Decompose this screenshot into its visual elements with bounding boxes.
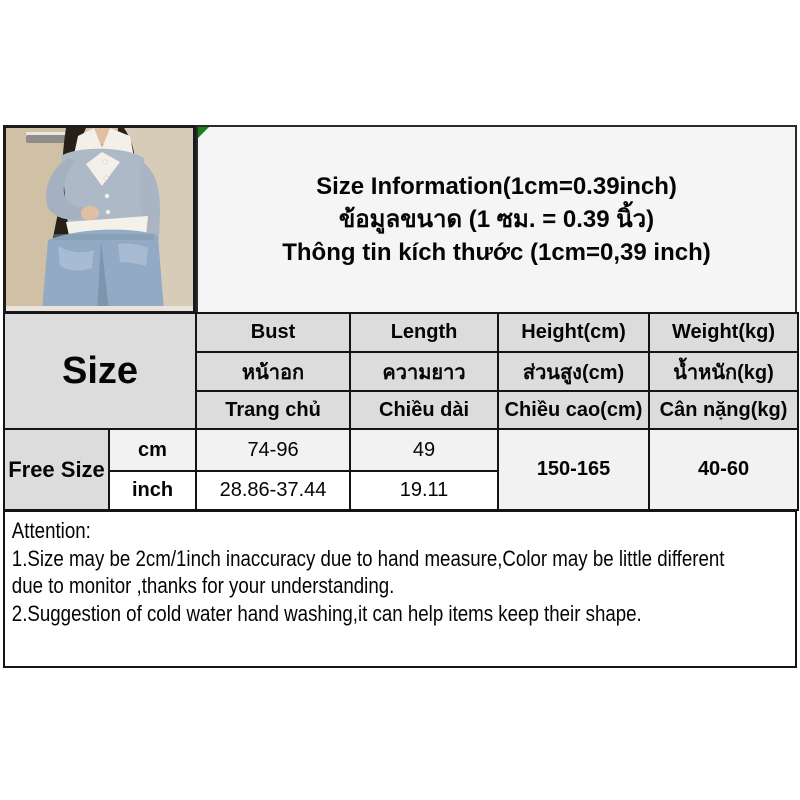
value-bust-cm: 74-96 bbox=[196, 429, 350, 471]
title-thai: ข้อมูลขนาด (1 ซม. = 0.39 นิ้ว) bbox=[338, 206, 655, 233]
product-photo bbox=[3, 125, 196, 314]
attention-heading: Attention: bbox=[11, 518, 91, 543]
attention-text bbox=[5, 512, 796, 627]
title-block bbox=[196, 125, 797, 314]
unit-cm: cm bbox=[109, 429, 196, 471]
header-length-en: Length bbox=[350, 313, 498, 352]
header-bust-vi: Trang chủ bbox=[196, 391, 350, 429]
title-english: Size Information(1cm=0.39inch) bbox=[316, 173, 677, 200]
corner-marker-triangle bbox=[198, 127, 209, 138]
header-length-vi: Chiều dài bbox=[350, 391, 498, 429]
header-length-th: ความยาว bbox=[350, 352, 498, 391]
header-bust-en: Bust bbox=[196, 313, 350, 352]
value-weight-range: 40-60 bbox=[649, 429, 798, 510]
attention-box bbox=[3, 510, 797, 668]
size-corner-cell: Size bbox=[4, 313, 196, 429]
value-bust-inch: 28.86-37.44 bbox=[196, 471, 350, 510]
wall-ledge-shape bbox=[26, 132, 68, 143]
header-height-vi: Chiều cao(cm) bbox=[498, 391, 649, 429]
header-height-th: ส่วนสูง(cm) bbox=[498, 352, 649, 391]
header-weight-en: Weight(kg) bbox=[649, 313, 798, 352]
unit-inch: inch bbox=[109, 471, 196, 510]
header-weight-th: น้ำหนัก(kg) bbox=[649, 352, 798, 391]
header-weight-vi: Cân nặng(kg) bbox=[649, 391, 798, 429]
attention-note-1a: 1.Size may be 2cm/1inch inaccuracy due to hand measure,Color may be little different bbox=[11, 545, 725, 571]
value-length-cm: 49 bbox=[350, 429, 498, 471]
size-table bbox=[3, 312, 799, 511]
header-bust-th: หน้าอก bbox=[196, 352, 350, 391]
header-height-en: Height(cm) bbox=[498, 313, 649, 352]
value-height-range: 150-165 bbox=[498, 429, 649, 510]
model-photo-illustration bbox=[6, 128, 193, 311]
attention-note-2: 2.Suggestion of cold water hand washing,it can help items keep their shape. bbox=[11, 600, 642, 626]
title-vietnamese: Thông tin kích thước (1cm=0,39 inch) bbox=[282, 239, 711, 266]
value-length-inch: 19.11 bbox=[350, 471, 498, 510]
attention-note-1b: due to monitor ,thanks for your understanding. bbox=[11, 573, 395, 598]
row-label-free-size: Free Size bbox=[4, 429, 109, 510]
